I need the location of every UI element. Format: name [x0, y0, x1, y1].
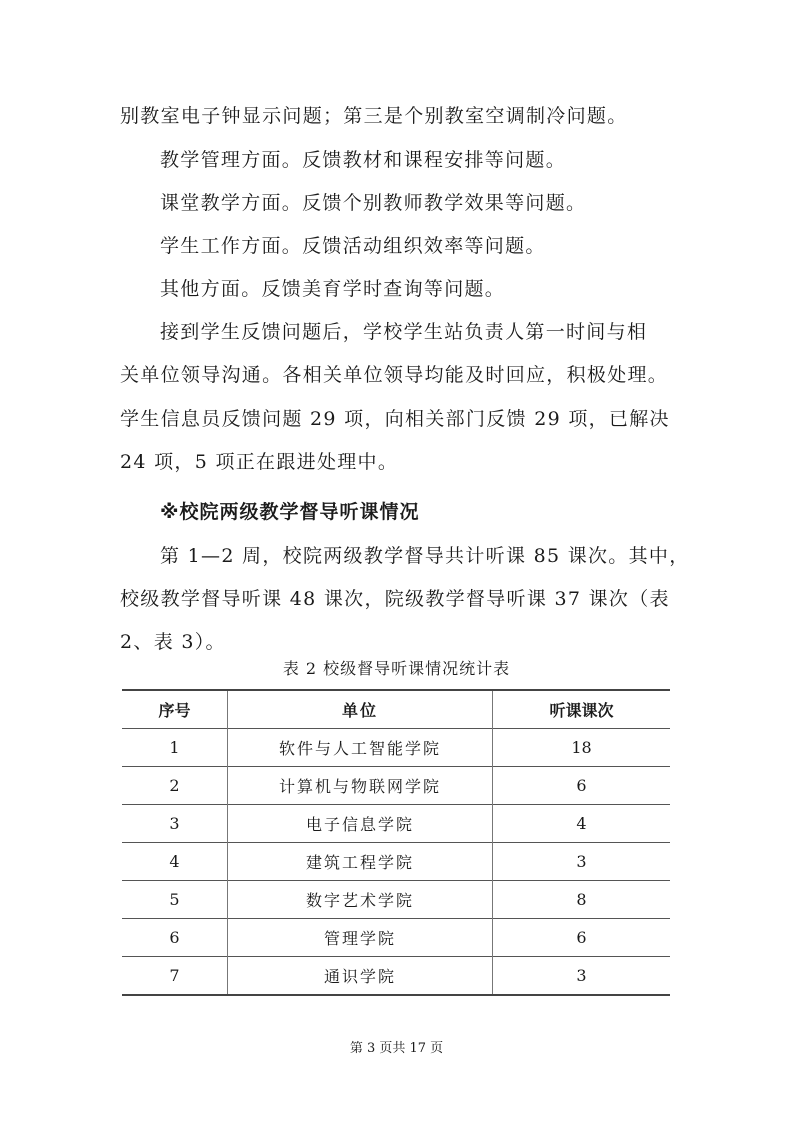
paragraph-line: 别教室电子钟显示问题；第三是个别教室空调制冷问题。 — [120, 105, 628, 127]
table-row — [122, 881, 670, 919]
cell-count: 4 — [576, 814, 587, 833]
cell-count: 18 — [571, 738, 592, 757]
table-row — [122, 957, 670, 996]
cell-index: 5 — [122, 881, 228, 919]
cell-count: 3 — [576, 852, 587, 871]
paragraph-line: 第 1—2 周，校院两级教学督导共计听课 85 课次。其中， — [160, 545, 690, 567]
paragraph-line: 学生信息员反馈问题 29 项，向相关部门反馈 29 项，已解决 — [120, 408, 670, 430]
cell-unit: 电子信息学院 — [228, 805, 493, 843]
cell-unit: 计算机与物联网学院 — [228, 767, 493, 805]
cell-index: 4 — [122, 843, 228, 881]
paragraph-line: 课堂教学方面。反馈个别教师教学效果等问题。 — [160, 192, 587, 214]
section-heading: ※校院两级教学督导听课情况 — [160, 501, 420, 523]
supervision-table — [122, 689, 670, 996]
paragraph-line: 2、表 3）。 — [120, 631, 226, 653]
paragraph-line: 学生工作方面。反馈活动组织效率等问题。 — [160, 235, 546, 257]
paragraph-line: 校级教学督导听课 48 课次，院级教学督导听课 37 课次（表 — [120, 588, 670, 610]
table-row — [122, 843, 670, 881]
header-index: 序号 — [122, 690, 228, 729]
paragraph-line: 接到学生反馈问题后，学校学生站负责人第一时间与相 — [160, 321, 648, 343]
cell-index: 3 — [122, 805, 228, 843]
cell-unit: 通识学院 — [228, 957, 493, 996]
cell-count: 6 — [576, 928, 587, 947]
table-row — [122, 767, 670, 805]
paragraph-line: 24 项，5 项正在跟进处理中。 — [120, 451, 399, 473]
header-count: 听课课次 — [549, 701, 614, 720]
cell-count: 3 — [576, 966, 587, 985]
cell-unit: 建筑工程学院 — [228, 843, 493, 881]
cell-count: 8 — [576, 890, 587, 909]
paragraph-line: 教学管理方面。反馈教材和课程安排等问题。 — [160, 149, 567, 171]
cell-index: 6 — [122, 919, 228, 957]
paragraph-line: 关单位领导沟通。各相关单位领导均能及时回应，积极处理。 — [120, 364, 669, 386]
cell-count: 6 — [576, 776, 587, 795]
table-row — [122, 805, 670, 843]
cell-index: 7 — [122, 957, 228, 996]
cell-index: 1 — [122, 729, 228, 767]
table-header-row — [122, 690, 670, 729]
cell-unit: 管理学院 — [228, 919, 493, 957]
table-row — [122, 729, 670, 767]
page-number: 第 3 页共 17 页 — [349, 1041, 444, 1056]
cell-unit: 数字艺术学院 — [228, 881, 493, 919]
table-caption: 表 2 校级督导听课情况统计表 — [282, 659, 511, 678]
cell-unit: 软件与人工智能学院 — [228, 729, 493, 767]
header-unit: 单位 — [228, 690, 493, 729]
table-row — [122, 919, 670, 957]
paragraph-line: 其他方面。反馈美育学时查询等问题。 — [160, 278, 506, 300]
cell-index: 2 — [122, 767, 228, 805]
